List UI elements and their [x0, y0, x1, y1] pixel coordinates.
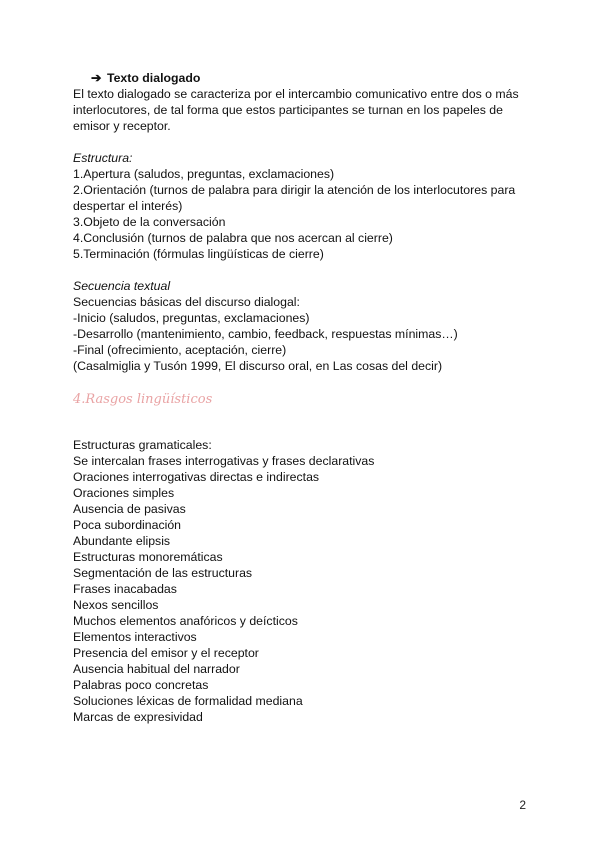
section-heading: [73, 70, 533, 86]
page-number: 2: [519, 798, 526, 812]
intro-paragraph: [73, 86, 533, 134]
estructura-item: despertar el interés): [73, 199, 183, 213]
rasgos-item: Abundante elipsis: [73, 534, 171, 548]
intro-line: El texto dialogado se caracteriza por el intercambio comunicativo entre dos o más: [73, 87, 519, 101]
rasgos-title: 4.Rasgos lingüísticos: [73, 392, 213, 407]
secuencia-item: -Desarrollo (mantenimiento, cambio, feedback, respuestas mínimas…): [73, 327, 458, 341]
rasgos-item: Presencia del emisor y el receptor: [73, 646, 259, 660]
rasgos-item: Nexos sencillos: [73, 598, 159, 612]
intro-line: interlocutores, de tal forma que estos participantes se turnan en los papeles de: [73, 103, 503, 117]
page-content: [73, 70, 533, 725]
secuencia-item: -Final (ofrecimiento, aceptación, cierre): [73, 343, 287, 357]
rasgos-item: Frases inacabadas: [73, 582, 177, 596]
estructura-item: 4.Conclusión (turnos de palabra que nos acercan al cierre): [73, 231, 393, 245]
secuencia-item: Secuencias básicas del discurso dialogal:: [73, 295, 300, 309]
rasgos-item: Estructuras gramaticales:: [73, 438, 212, 452]
intro-line: emisor y receptor.: [73, 119, 171, 133]
rasgos-item: Elementos interactivos: [73, 630, 197, 644]
arrow-icon: ➔: [91, 71, 102, 85]
rasgos-item: Oraciones simples: [73, 486, 175, 500]
rasgos-item: Ausencia de pasivas: [73, 502, 186, 516]
rasgos-item: Estructuras monoremáticas: [73, 550, 223, 564]
secuencia-block: [73, 278, 533, 374]
secuencia-title: Secuencia textual: [73, 279, 171, 293]
estructura-item: 5.Terminación (fórmulas lingüísticas de cierre): [73, 247, 324, 261]
estructura-item: 2.Orientación (turnos de palabra para dirigir la atención de los interlocutores para: [73, 183, 516, 197]
rasgos-item: Oraciones interrogativas directas e indirectas: [73, 470, 320, 484]
heading-title: Texto dialogado: [107, 71, 201, 85]
secuencia-item: (Casalmiglia y Tusón 1999, El discurso oral, en Las cosas del decir): [73, 359, 443, 373]
rasgos-item: Poca subordinación: [73, 518, 182, 532]
rasgos-item: Marcas de expresividad: [73, 710, 203, 724]
rasgos-item: Ausencia habitual del narrador: [73, 662, 240, 676]
rasgos-item: Muchos elementos anafóricos y deícticos: [73, 614, 298, 628]
rasgos-item: Se intercalan frases interrogativas y frases declarativas: [73, 454, 375, 468]
secuencia-item: -Inicio (saludos, preguntas, exclamaciones): [73, 311, 310, 325]
rasgos-item: Segmentación de las estructuras: [73, 566, 253, 580]
rasgos-item: Soluciones léxicas de formalidad mediana: [73, 694, 303, 708]
estructura-item: 3.Objeto de la conversación: [73, 215, 226, 229]
estructura-title: Estructura:: [73, 151, 133, 165]
estructura-item: 1.Apertura (saludos, preguntas, exclamaciones): [73, 167, 335, 181]
estructura-block: [73, 150, 533, 262]
rasgos-list: [73, 437, 533, 725]
rasgos-item: Palabras poco concretas: [73, 678, 209, 692]
